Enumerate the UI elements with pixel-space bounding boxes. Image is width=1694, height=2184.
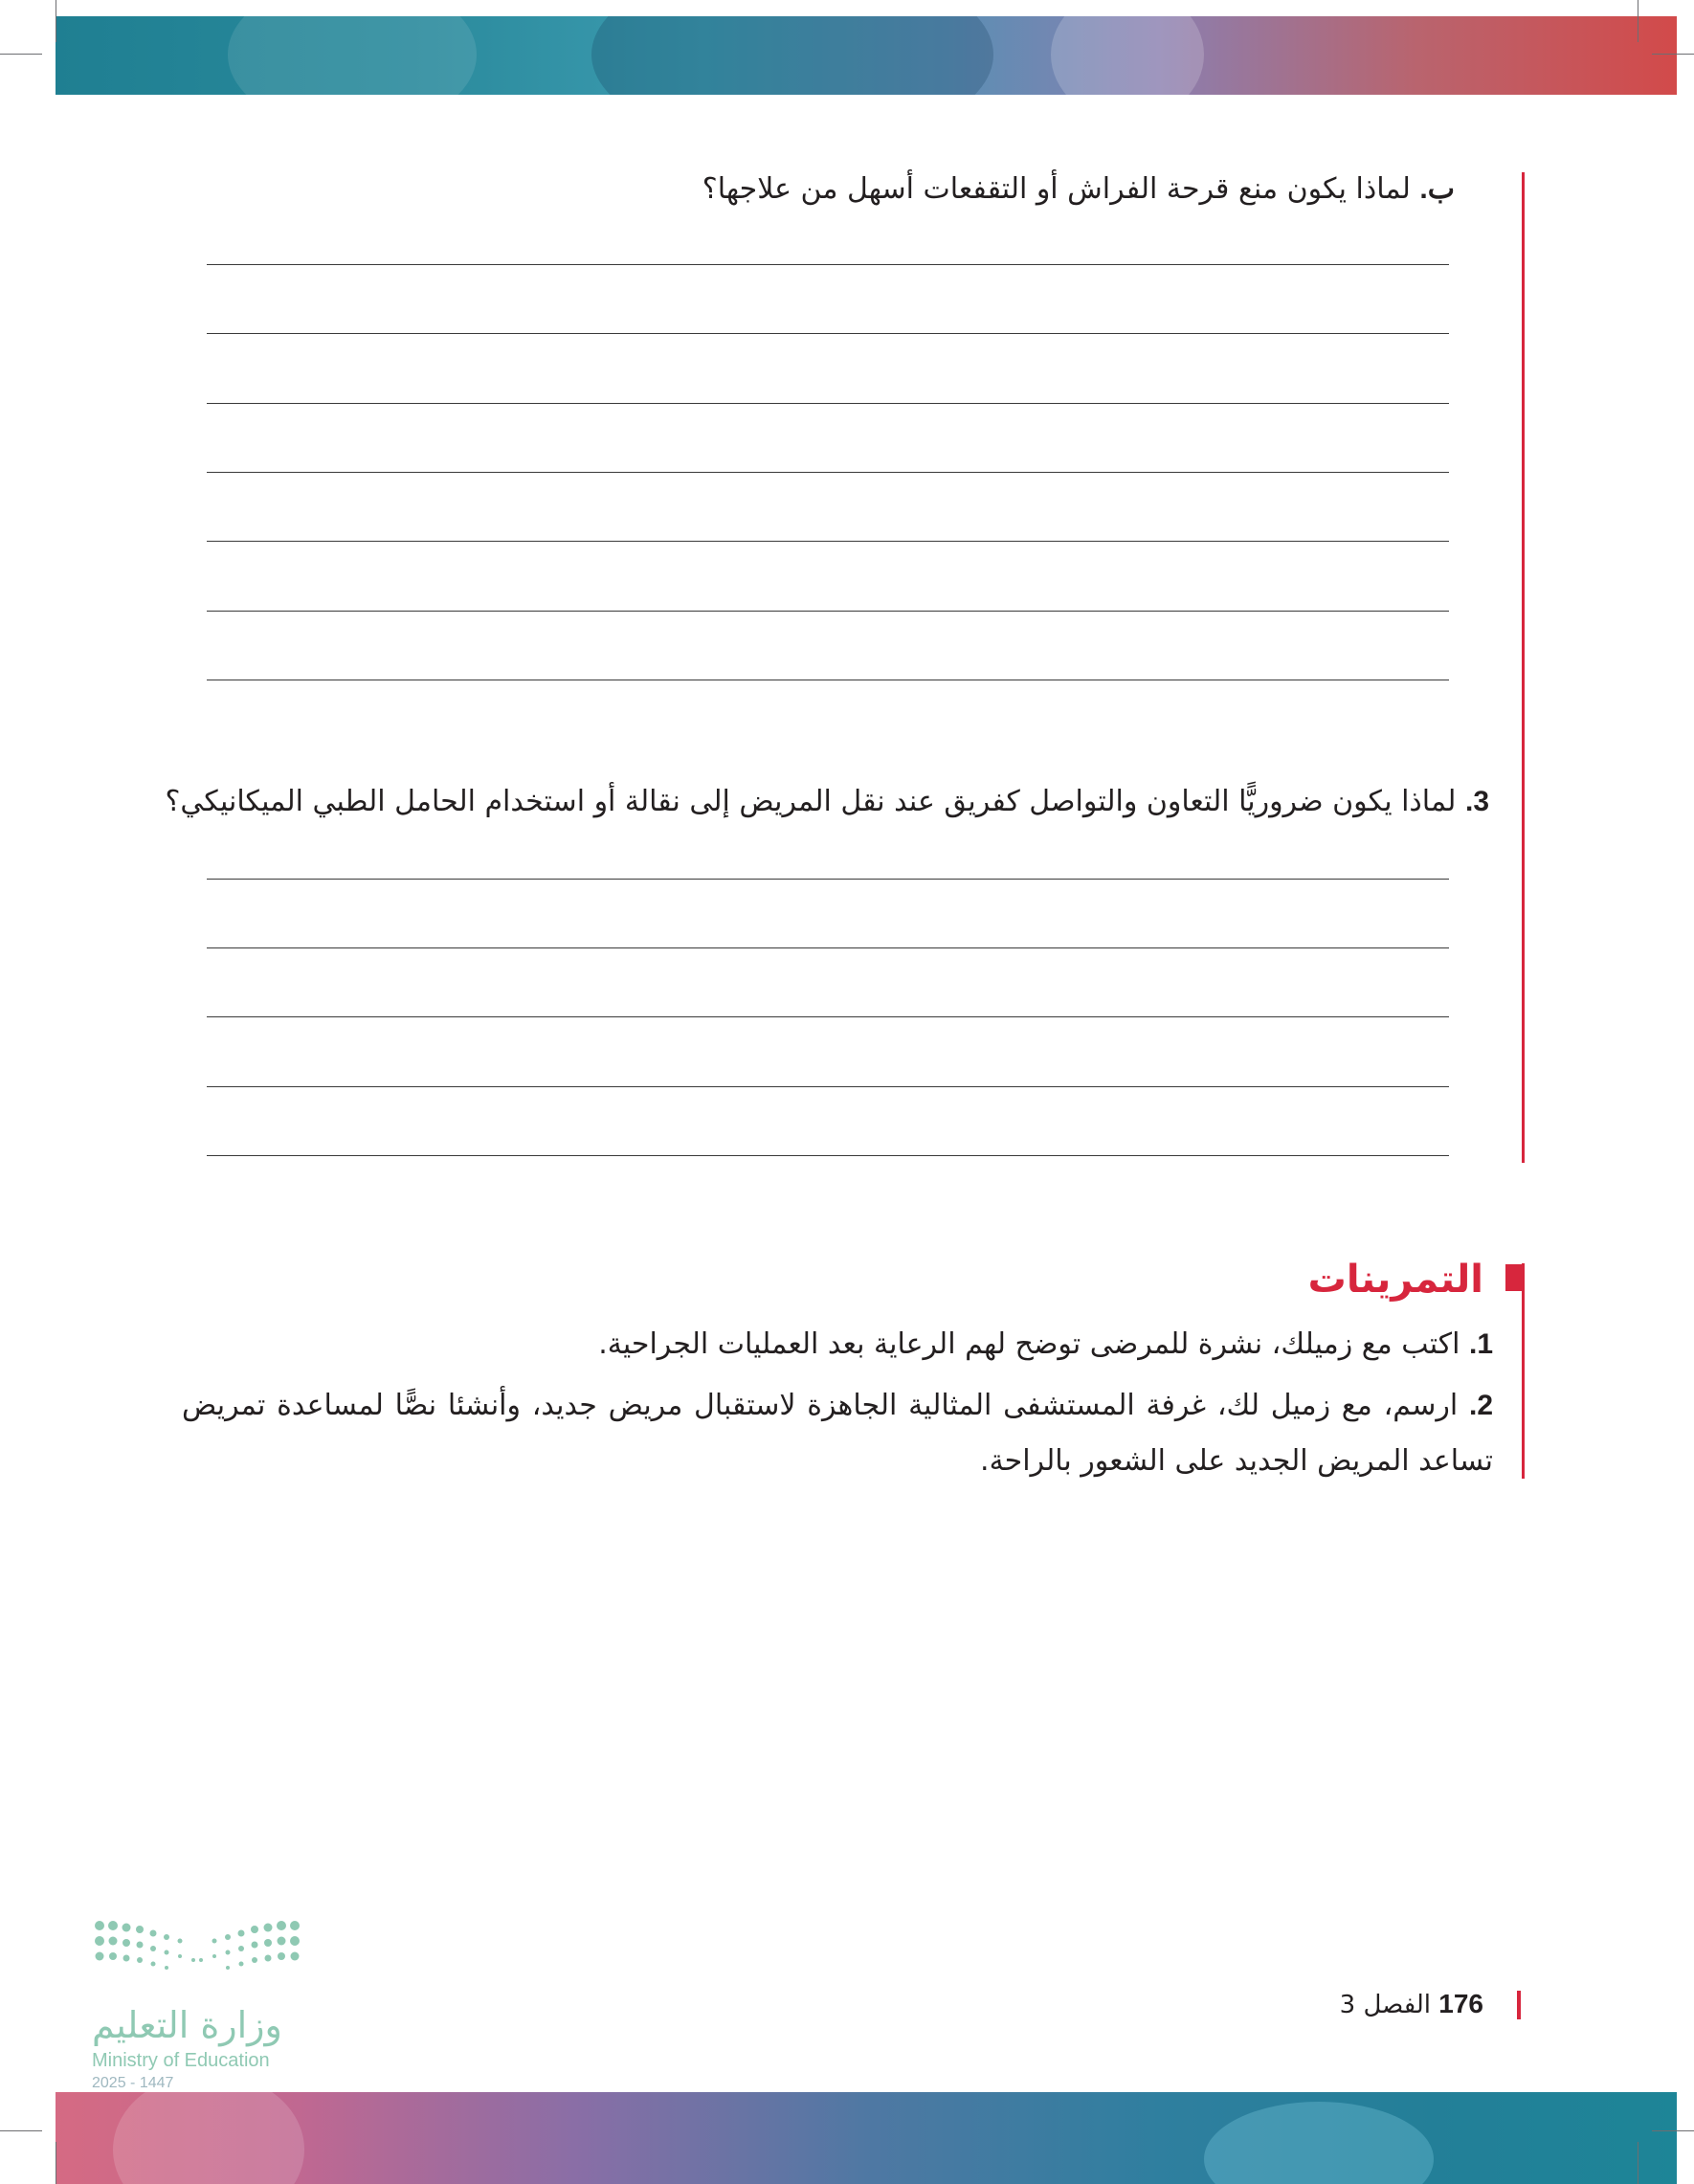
exercise-2-number: 2. xyxy=(1468,1390,1494,1421)
answer-line[interactable] xyxy=(207,1016,1449,1017)
question-3-text: لماذا يكون ضروريًّا التعاون والتواصل كفريق عند نقل المريض إلى نقالة أو استخدام الحامل الطبي الميكانيكي؟ xyxy=(165,785,1457,818)
crop-mark xyxy=(0,2130,42,2131)
questions-side-bar xyxy=(1522,172,1525,1163)
exercise-item-2 xyxy=(182,1378,1493,1489)
answer-line[interactable] xyxy=(207,472,1449,473)
question-b xyxy=(702,170,1455,209)
question-b-label: ب. xyxy=(1419,173,1455,205)
exercise-1-number: 1. xyxy=(1468,1328,1493,1360)
answer-line[interactable] xyxy=(207,541,1449,542)
exercises-side-bar xyxy=(1522,1263,1525,1479)
crop-mark xyxy=(1652,2130,1694,2131)
top-banner xyxy=(56,16,1677,95)
logo-arabic-text: وزارة التعليم xyxy=(92,2004,282,2046)
answer-line[interactable] xyxy=(207,879,1449,880)
ministry-logo xyxy=(92,1916,302,2098)
answer-line[interactable] xyxy=(207,947,1449,948)
exercises-title: التمرينات xyxy=(1307,1258,1483,1302)
crop-mark xyxy=(1652,54,1694,55)
footer-divider xyxy=(1517,1991,1521,2019)
question-b-text: لماذا يكون منع قرحة الفراش أو التقفعات أسهل من علاجها؟ xyxy=(702,172,1411,206)
answer-line[interactable] xyxy=(207,333,1449,334)
exercise-2-text: ارسم، مع زميل لك، غرفة المستشفى المثالية الجاهزة لاستقبال مريض جديد، وأنشئا نصًّا لمساعدة تمريض تساعد المريض الجديد على الشعور بالراحة. xyxy=(182,1389,1493,1478)
page-number: 176 xyxy=(1438,1989,1483,2018)
answer-line[interactable] xyxy=(207,1155,1449,1156)
logo-year: 2025 - 1447 xyxy=(92,2075,174,2091)
chapter-label: الفصل 3 xyxy=(1339,1991,1432,2019)
answer-line[interactable] xyxy=(207,1086,1449,1087)
question-3 xyxy=(165,783,1489,821)
bottom-banner xyxy=(56,2092,1677,2184)
answer-line[interactable] xyxy=(207,611,1449,612)
answer-line[interactable] xyxy=(207,264,1449,265)
exercise-1-text: اكتب مع زميلك، نشرة للمرضى توضح لهم الرعاية بعد العمليات الجراحية. xyxy=(598,1327,1460,1361)
section-title-marker xyxy=(1505,1264,1525,1291)
page-footer xyxy=(1340,1989,1483,2019)
exercise-item-1 xyxy=(182,1317,1493,1372)
answer-line[interactable] xyxy=(207,403,1449,404)
logo-english-text: Ministry of Education xyxy=(92,2050,270,2071)
question-3-number: 3. xyxy=(1464,786,1489,817)
crop-mark xyxy=(0,54,42,55)
logo-dots-icon xyxy=(92,1916,302,1983)
